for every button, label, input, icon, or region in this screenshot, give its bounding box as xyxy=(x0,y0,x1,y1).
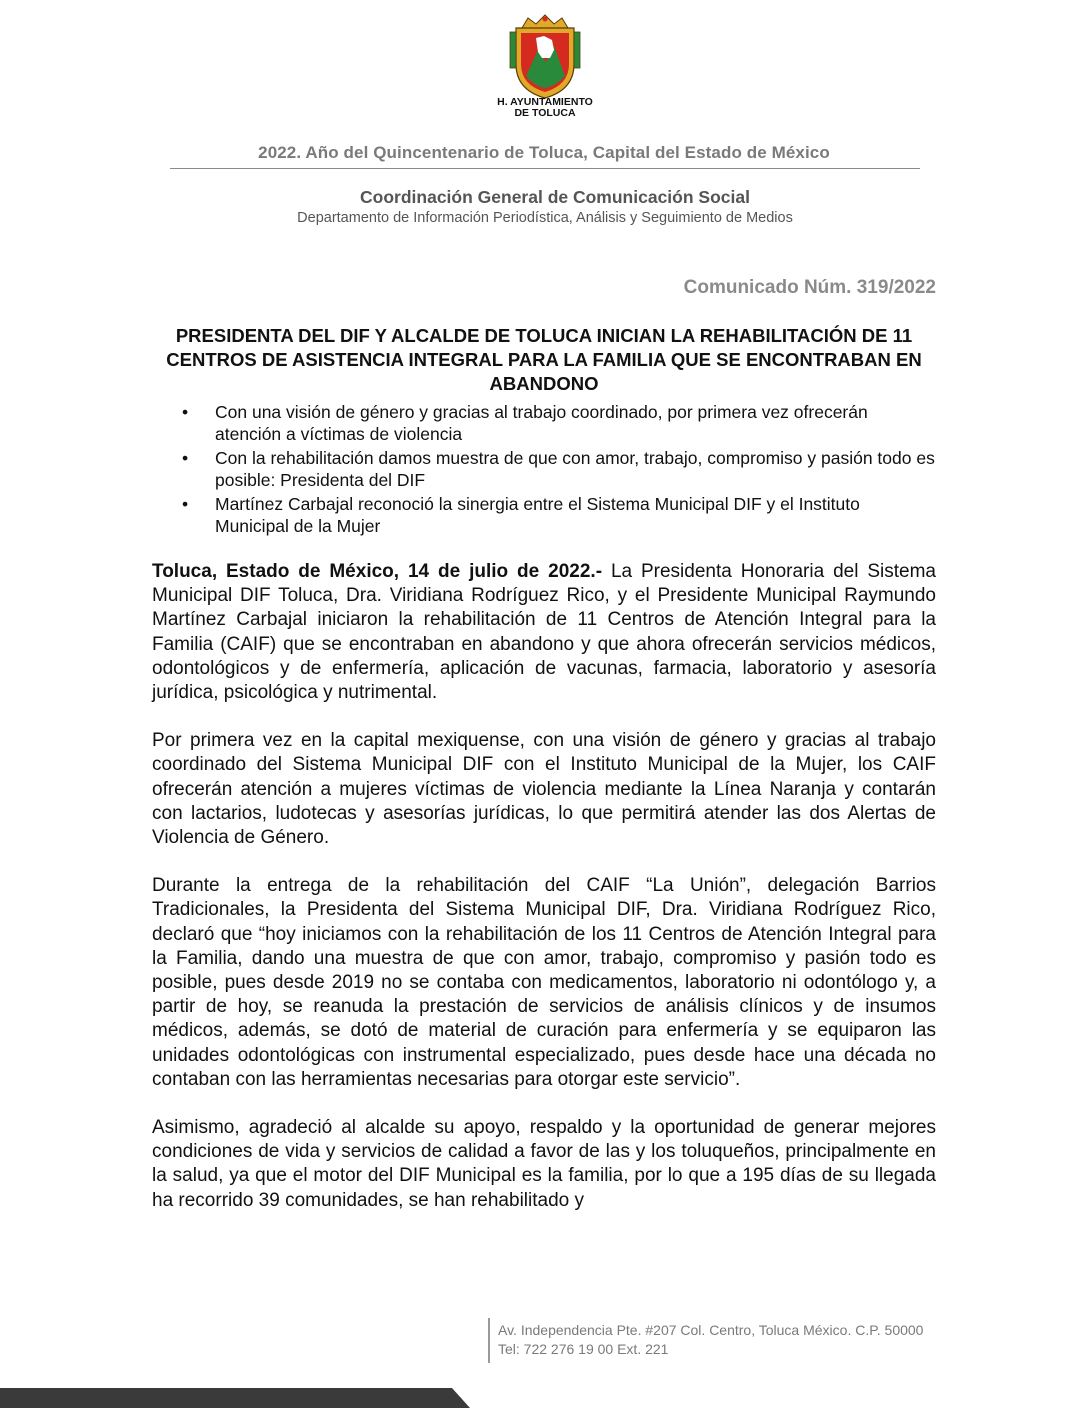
bullet-icon: • xyxy=(182,494,189,514)
footer-decorative-bar xyxy=(0,1388,1088,1408)
bullet-icon: • xyxy=(182,448,189,468)
body-paragraph xyxy=(152,560,936,705)
footer-phone: Tel: 722 276 19 00 Ext. 221 xyxy=(498,1341,669,1357)
toluca-coat-of-arms-logo xyxy=(508,14,582,100)
highlight-item xyxy=(152,493,936,537)
press-release-body xyxy=(152,560,936,1237)
dateline: Toluca, Estado de México, 14 de julio de 2022.- xyxy=(152,561,603,582)
organization-department: Departamento de Información Periodística, Análisis y Seguimiento de Medios xyxy=(297,210,793,226)
highlight-text: Con una visión de género y gracias al trabajo coordinado, por primera vez ofrecerán atención a víctimas de violencia xyxy=(215,402,868,444)
highlight-item xyxy=(152,401,936,445)
footer-divider xyxy=(488,1318,490,1363)
release-number: Comunicado Núm. 319/2022 xyxy=(683,277,936,298)
highlight-text: Martínez Carbajal reconoció la sinergia entre el Sistema Municipal DIF y el Instituto Municipal de la Mujer xyxy=(215,494,860,536)
body-paragraph: Por primera vez en la capital mexiquense, con una visión de género y gracias al trabajo coordinado del Sistema Municipal DIF con el Instituto Municipal de la Mujer, los CAIF ofrecerán atención a mujeres víctimas de violencia mediante la Línea Naranja y contarán con lactarios, ludotecas y asesorías jurídicas, lo que permitirá atender las dos Alertas de Violencia de Género. xyxy=(152,730,936,849)
seal-caption-line1: H. AYUNTAMIENTO xyxy=(497,96,593,108)
seal-caption xyxy=(470,97,620,119)
body-paragraph-text: La Presidenta Honoraria del Sistema Municipal DIF Toluca, Dra. Viridiana Rodríguez Rico, y el Presidente Municipal Raymundo Martínez Carbajal iniciaron la rehabilitación de 11 Centros de Atención Integral para la Familia (CAIF) que se encontraban en abandono y que ahora ofrecerán servicios médicos, odontológicos y de enfermería, aplicación de vacunas, farmacia, laboratorio y asesoría jurídica, psicológica y nutrimental. xyxy=(152,561,936,704)
bullet-icon: • xyxy=(182,402,189,422)
footer-address: Av. Independencia Pte. #207 Col. Centro, Toluca México. C.P. 50000 xyxy=(498,1322,924,1338)
year-motto: 2022. Año del Quincentenario de Toluca, Capital del Estado de México xyxy=(258,143,830,162)
body-paragraph: Durante la entrega de la rehabilitación del CAIF “La Unión”, delegación Barrios Tradicionales, la Presidenta del Sistema Municipal DIF, Dra. Viridiana Rodríguez Rico, declaró que “hoy iniciamos con la rehabilitación de los 11 Centros de Atención Integral para la Familia, dando una muestra de que con amor, trabajo, compromiso y pasión todo es posible, pues desde 2019 no se contaba con medicamentos, laboratorio ni odontólogo y, a partir de hoy, se reanuda la prestación de servicios de análisis clínicos y de insumos médicos, además, se dotó de material de curación para enfermería y se equiparon las unidades odontológicas con instrumental especializado, pues desde hace una década no contaban con las herramientas necesarias para otorgar este servicio”. xyxy=(152,875,936,1090)
press-release-headline: PRESIDENTA DEL DIF Y ALCALDE DE TOLUCA INICIAN LA REHABILITACIÓN DE 11 CENTROS DE ASISTENCIA INTEGRAL PARA LA FAMILIA QUE SE ENCONTRABAN EN ABANDONO xyxy=(166,325,922,394)
organization-name: Coordinación General de Comunicación Social xyxy=(360,187,750,207)
highlight-item xyxy=(152,447,936,491)
seal-caption-line2: DE TOLUCA xyxy=(514,107,576,119)
highlight-text: Con la rehabilitación damos muestra de que con amor, trabajo, compromiso y pasión todo es posible: Presidenta del DIF xyxy=(215,448,935,490)
highlights-list xyxy=(152,401,936,539)
body-paragraph: Asimismo, agradeció al alcalde su apoyo, respaldo y la oportunidad de generar mejores condiciones de vida y servicios de calidad a favor de las y los toluqueños, principalmente en la salud, ya que el motor del DIF Municipal es la familia, por lo que a 195 días de su llegada ha recorrido 39 comunidades, se han rehabilitado y xyxy=(152,1117,936,1211)
header-divider xyxy=(170,168,920,169)
